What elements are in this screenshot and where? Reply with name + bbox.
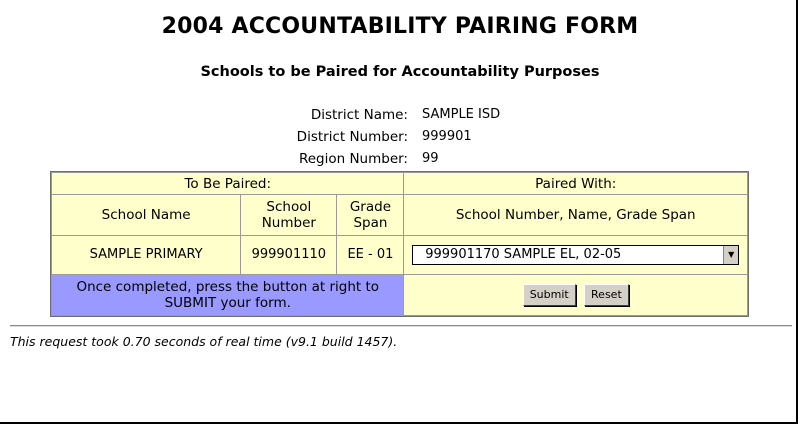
submit-button[interactable]: Submit [523,284,576,306]
column-header-paired: School Number, Name, Grade Span [404,195,747,235]
buttons-cell [404,275,747,315]
column-header-school-name: School Name [52,195,240,235]
paired-school-select-value: 999901170 SAMPLE EL, 02-05 [425,247,622,262]
horizontal-divider [10,325,792,327]
district-info-values [422,104,500,170]
column-header-school-number-line2: Number [261,215,316,232]
district-number-value: 999901 [422,129,472,144]
column-header-grade-span-line1: Grade [349,199,392,216]
table-action-row [52,275,747,315]
district-name-label: District Name: [310,107,408,123]
table-group-header-row [52,173,747,194]
instruction-line-1: Once completed, press the button at right to [76,278,380,295]
cell-school-name: SAMPLE PRIMARY [52,236,240,274]
cell-grade-span: EE - 01 [337,236,403,274]
region-number-value: 99 [422,151,439,166]
column-header-school-number-line1: School [266,199,312,216]
to-be-paired-header: To Be Paired: [52,173,403,194]
reset-button[interactable]: Reset [584,284,629,306]
paired-school-select[interactable] [412,245,739,265]
district-name-value: SAMPLE ISD [422,107,501,122]
district-number-label: District Number: [296,129,408,145]
instruction-cell [52,275,403,315]
footer-timing-text: This request took 0.70 seconds of real time (v9.1 build 1457). [10,334,398,349]
column-header-grade-span-line2: Span [353,215,388,232]
instruction-line-2: SUBMIT your form. [164,294,291,311]
column-header-grade-span [337,195,403,235]
region-number-label: Region Number: [298,151,408,167]
cell-school-number: 999901110 [241,236,336,274]
cell-paired-select [404,236,747,274]
table-column-header-row [52,195,747,235]
pairing-table [50,171,749,317]
page-title: 2004 ACCOUNTABILITY PAIRING FORM [161,14,639,39]
chevron-down-icon[interactable]: ▼ [723,246,738,264]
column-header-school-number [241,195,336,235]
district-info-labels [297,104,408,170]
paired-with-header: Paired With: [404,173,747,194]
page-subtitle: Schools to be Paired for Accountability Purposes [200,64,600,80]
table-row [52,236,747,274]
